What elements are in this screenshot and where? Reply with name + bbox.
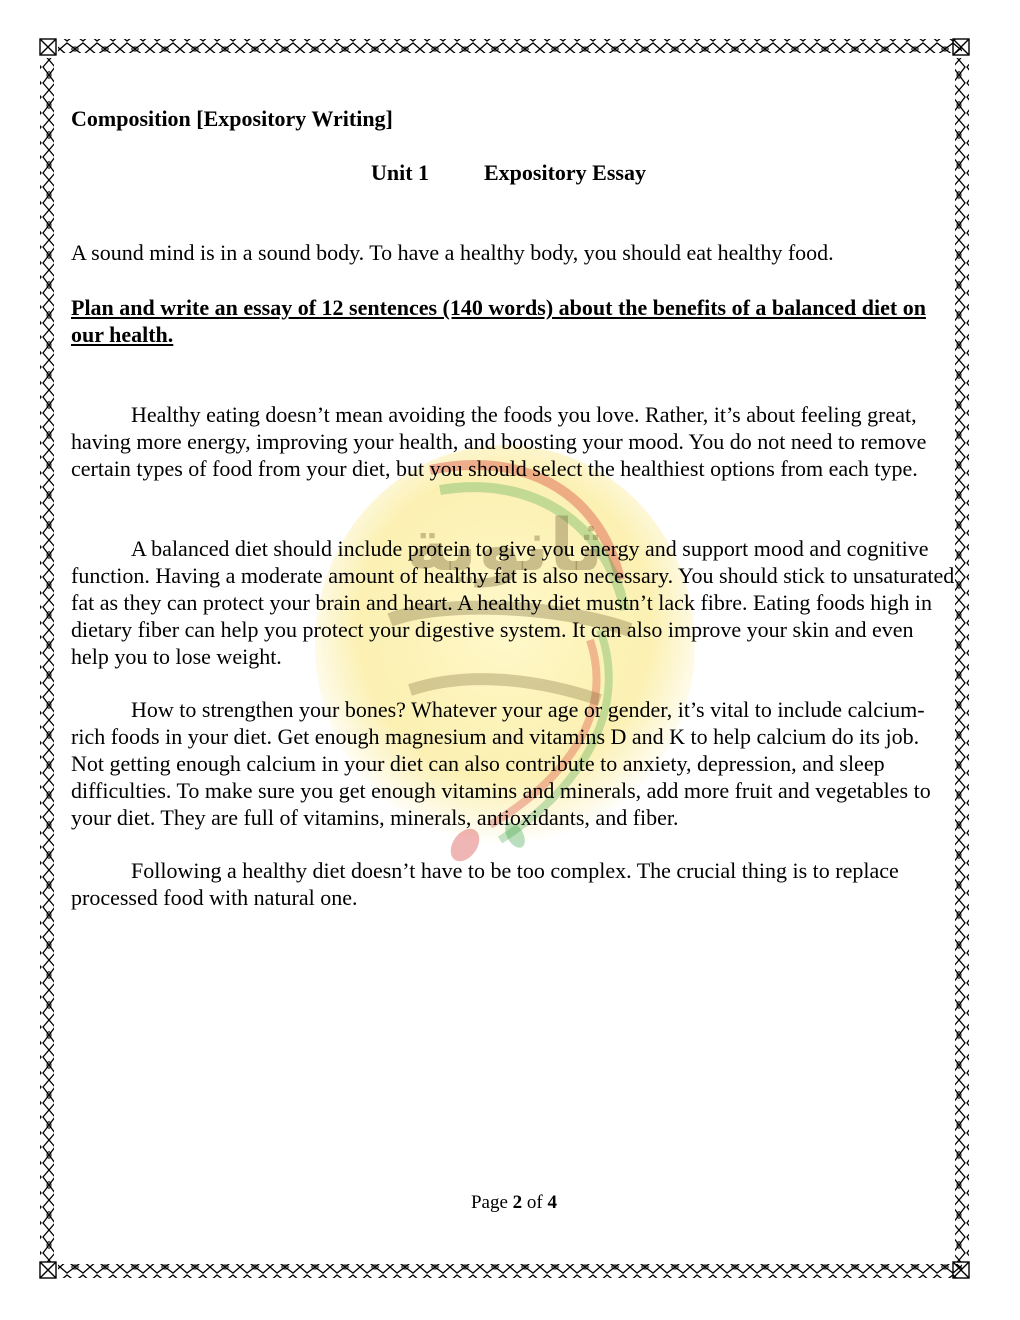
essay-paragraph-2: A balanced diet should include protein to give you energy and support mood and cognitive function. Having a moderate amount of healthy fat is also necessary. You should stick to unsaturated fat as they can protect your brain and heart. A healthy diet mustn’t lack fibre. Eating foods high in dietary fiber can help you protect your digestive system. It can also improve your skin and even help you to lose weight.	[71, 536, 955, 669]
watermark-text: ثانوية	[406, 503, 604, 587]
task-instruction: Plan and write an essay of 12 sentences (140 words) about the benefits of a balanced diet on our health.	[71, 295, 926, 347]
essay-paragraph-1: Healthy eating doesn’t mean avoiding the foods you love. Rather, it’s about feeling great, having more energy, improving your health, and boosting your mood. You do not need to remove certain types of food from your diet, but you should select the healthiest options from each type.	[71, 402, 927, 481]
essay-paragraph-4: Following a healthy diet doesn’t have to be too complex. The crucial thing is to replace processed food with natural one.	[71, 858, 899, 910]
page-number-prefix: Page	[470, 1192, 508, 1213]
page-heading: Composition [Expository Writing]	[71, 106, 393, 131]
page-number-total: 4	[547, 1192, 557, 1213]
page-number-current: 2	[512, 1192, 523, 1213]
essay-paragraph-3: How to strengthen your bones? Whatever your age or gender, it’s vital to include calcium-rich foods in your diet. Get enough magnesium and vitamins D and K to help calcium do its job. Not getting enough calcium in your diet can also contribute to anxiety, depression, and sleep difficulties. To make sure you get enough vitamins and minerals, add more fruit and vegetables to your diet. They are full of vitamins, minerals, antioxidants, and fiber.	[71, 697, 931, 830]
unit-title-line	[371, 160, 646, 186]
unit-label: Unit 1	[371, 160, 430, 185]
page-number	[0, 1192, 1020, 1214]
page-number-of: of	[526, 1192, 543, 1213]
intro-sentence: A sound mind is in a sound body. To have a healthy body, you should eat healthy food.	[71, 240, 834, 265]
unit-title: Expository Essay	[484, 160, 646, 185]
